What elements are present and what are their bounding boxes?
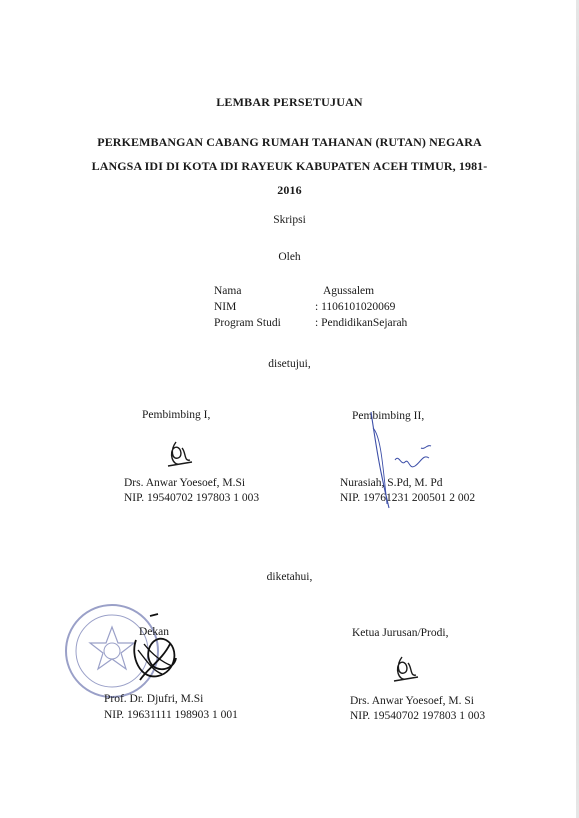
page-heading: LEMBAR PERSETUJUAN (216, 95, 363, 109)
title-line-1: PERKEMBANGAN CABANG RUMAH TAHANAN (RUTAN) NEGARA (97, 135, 482, 149)
dean-role: Dekan (139, 626, 170, 638)
document-type: Skripsi (273, 214, 306, 226)
dean-name: Prof. Dr. Djufri, M.Si (104, 693, 204, 705)
field-value-nim: : 1106101020069 (315, 301, 396, 313)
title-line-3: 2016 (277, 183, 302, 197)
head-nip: NIP. 19540702 197803 1 003 (350, 710, 486, 722)
supervisor2-nip: NIP. 19761231 200501 2 002 (340, 492, 476, 504)
supervisor2-name: Nurasiah, S.Pd, M. Pd (340, 477, 443, 489)
acknowledged-label: diketahui, (266, 571, 313, 583)
approved-label: disetujui, (268, 358, 311, 370)
field-label-program: Program Studi (214, 317, 281, 329)
supervisor1-signature (160, 436, 200, 476)
title-line-2: LANGSA IDI DI KOTA IDI RAYEUK KABUPATEN ACEH TIMUR, 1981- (91, 159, 488, 173)
dean-nip: NIP. 19631111 198903 1 001 (104, 709, 238, 721)
supervisor1-name: Drs. Anwar Yoesoef, M.Si (124, 477, 246, 489)
head-name: Drs. Anwar Yoesoef, M. Si (350, 695, 474, 707)
head-signature (388, 653, 424, 691)
field-value-program: : PendidikanSejarah (315, 317, 408, 329)
head-role: Ketua Jurusan/Prodi, (352, 627, 449, 639)
supervisor1-role: Pembimbing I, (142, 409, 211, 421)
dean-signature (110, 610, 200, 700)
supervisor1-nip: NIP. 19540702 197803 1 003 (124, 492, 260, 504)
supervisor2-role: Pembimbing II, (352, 410, 425, 422)
field-value-name: Agussalem (323, 285, 375, 297)
by-label: Oleh (278, 251, 301, 263)
field-label-name: Nama (214, 285, 242, 297)
field-label-nim: NIM (214, 301, 237, 313)
